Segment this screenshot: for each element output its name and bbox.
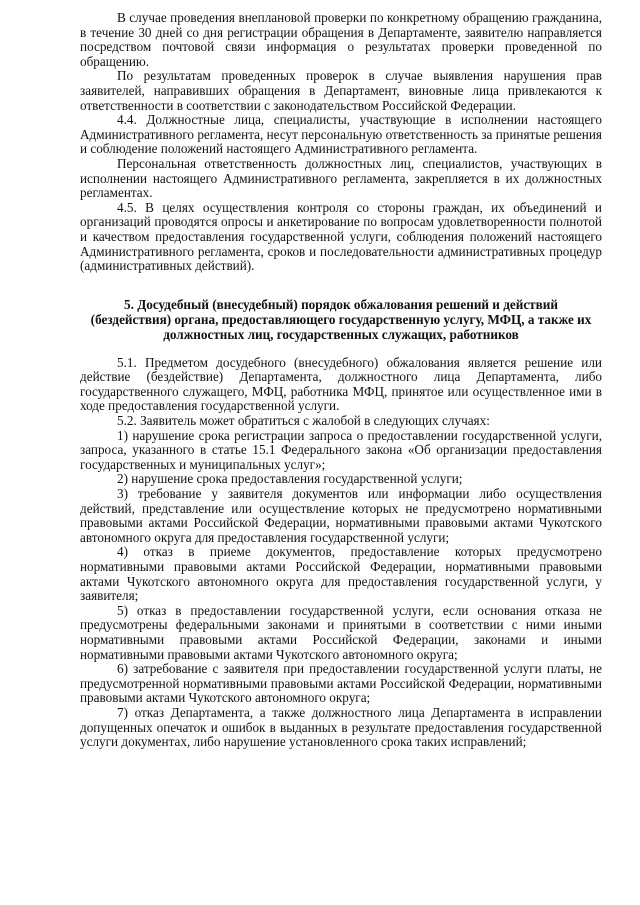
section-5-heading: 5. Досудебный (внесудебный) порядок обжалования решений и действий (бездействия) органа, предоставляющего государственную услугу, МФЦ, а также их должностных лиц, государственных служащих, работников <box>90 296 592 342</box>
paragraph-5-2: 5.2. Заявитель может обратиться с жалобой в следующих случаях: <box>117 413 490 429</box>
paragraph-4-5: 4.5. В целях осуществления контроля со стороны граждан, их объединений и организаций проводятся опросы и анкетирование по вопросам удовлетворенности полнотой и качеством предоставления государственной услуги, соблюдения положений настоящего Административного регламента, сроков и последовательности административных процедур (административных действий). <box>80 199 602 274</box>
spacer <box>80 342 602 356</box>
list-item-1: 1) нарушение срока регистрации запроса о предоставлении государственной услуги, запроса, указанного в статье 15.1 Федерального закона «Об организации предоставления государственных и муниципальных услуг»; <box>80 427 602 472</box>
paragraph-liability: По результатам проведенных проверок в случае выявления нарушения прав заявителей, направивших обращения в Департамент, виновные лица привлекаются к ответственности в соответствии с законодательством Российской Федерации. <box>80 68 602 113</box>
paragraph-5-1: 5.1. Предметом досудебного (внесудебного) обжалования является решение или действие (бездействие) Департамента, должностного лица Департамента, либо государственного служащего, МФЦ, работника МФЦ, принятое или осуществленное ими в ходе предоставления государственной услуги. <box>80 354 602 414</box>
list-item-6: 6) затребование с заявителя при предоставлении государственной услуги платы, не предусмотренной нормативными правовыми актами Российской Федерации, нормативными правовыми актами Чукотского автономного округа; <box>80 661 602 706</box>
list-item-2: 2) нарушение срока предоставления государственной услуги; <box>117 471 463 487</box>
list-item-4: 4) отказ в приеме документов, предоставление которых предусмотрено нормативными правовыми актами Российской Федерации, нормативными правовыми актами Чукотского автономного округа для предоставления государственной услуги, у заявителя; <box>80 544 602 604</box>
paragraph-inspection-notice: В случае проведения внеплановой проверки по конкретному обращению гражданина, в течение 30 дней со дня регистрации обращения в Департаменте, заявителю направляется посредством почтовой связи информация о результатах проверки проведенной по обращению. <box>80 10 602 69</box>
paragraph-4-4: 4.4. Должностные лица, специалисты, участвующие в исполнении настоящего Административного регламента, несут персональную ответственность за принятые решения и соблюдение положений настоящего Административного регламента. <box>80 112 602 157</box>
paragraph-personal-responsibility: Персональная ответственность должностных лиц, специалистов, участвующих в исполнении настоящего Административного регламента, закрепляется в их должностных регламентах. <box>80 155 602 201</box>
spacer <box>80 274 602 297</box>
list-item-7: 7) отказ Департамента, а также должностного лица Департамента в исправлении допущенных опечаток и ошибок в выданных в результате предоставления государственной услуги документах, либо нарушение установленного срока таких исправлений; <box>80 704 602 750</box>
list-item-3: 3) требование у заявителя документов или информации либо осуществления действий, представление или осуществление которых не предусмотрено нормативными правовыми актами Российской Федерации, нормативными правовыми актами Чукотского автономного округа для предоставления государственной услуги; <box>80 486 602 545</box>
list-item-5: 5) отказ в предоставлении государственной услуги, если основания отказа не предусмотрены федеральными законами и принятыми в соответствии с ними иными нормативными правовыми актами Российской Федерации, законами и иными нормативными правовыми актами Чукотского автономного округа; <box>80 602 602 662</box>
document-page <box>80 11 602 750</box>
